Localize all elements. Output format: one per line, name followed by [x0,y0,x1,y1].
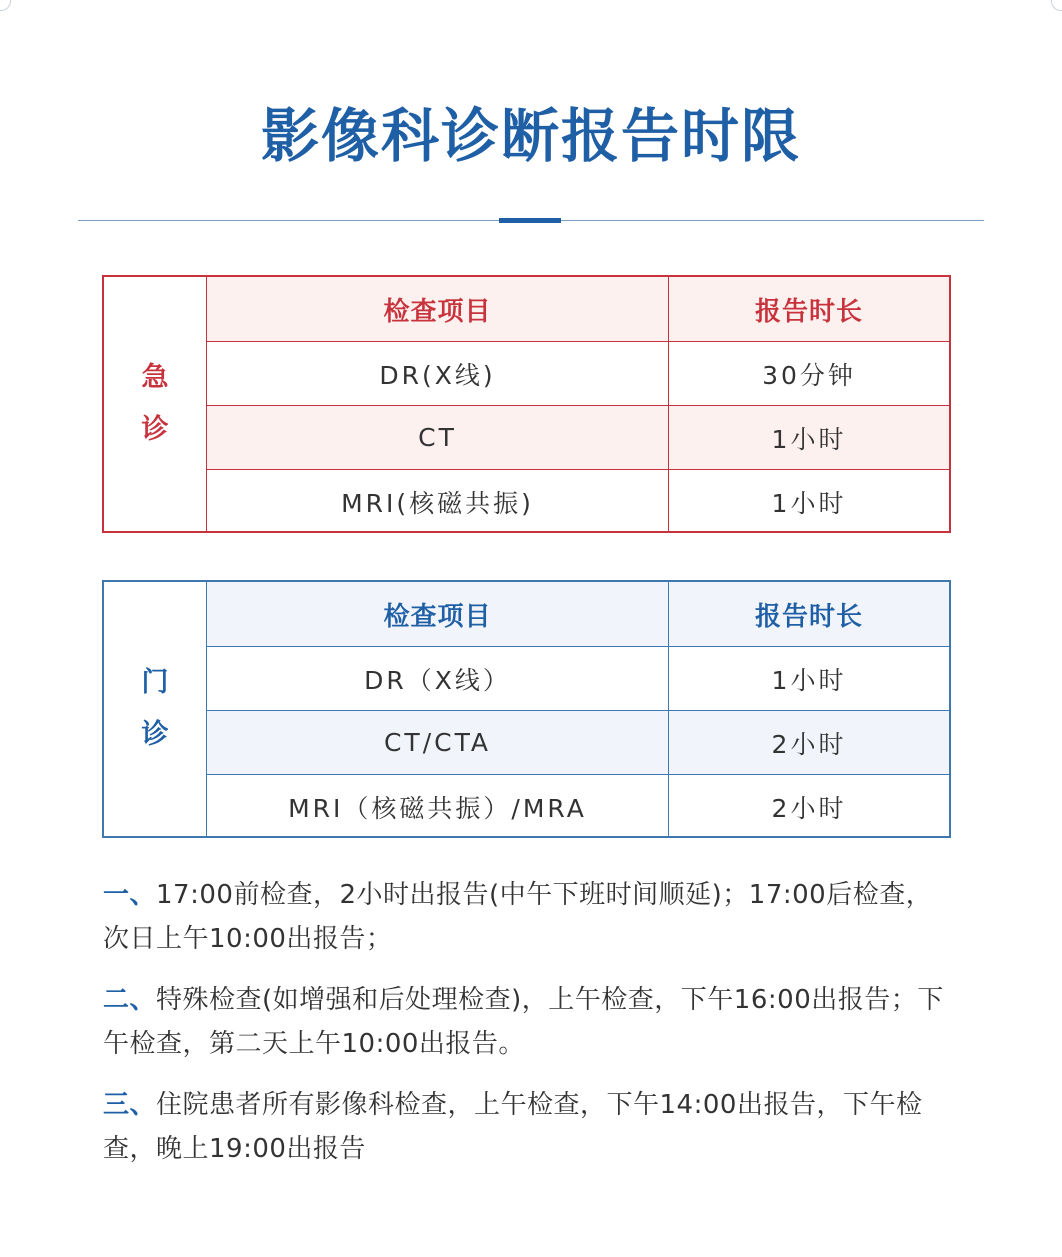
exam-item: MRI(核磁共振) [207,470,669,533]
table-header-row [207,582,949,646]
report-duration: 2小时 [771,729,847,759]
header-duration: 报告时长 [754,601,863,632]
table-row [207,774,949,838]
header-item: 检查项目 [207,277,669,341]
page-title: 影像科诊断报告时限 [260,102,801,170]
note-text: 17:00前检查，2小时出报告(中午下班时间顺延)；17:00后检查，次日上午10:00出报告； [103,880,933,954]
table-row [207,710,949,774]
corner-decoration-right [1051,0,1062,11]
corner-decoration-left [0,0,11,11]
exam-item: CT [207,406,669,469]
note-item [103,873,953,961]
report-duration: 1小时 [771,665,847,695]
emergency-label-char: 急 [141,362,169,393]
note-number: 二、 [103,985,157,1015]
note-number: 三、 [103,1090,157,1120]
note-text: 特殊检查(如增强和后处理检查)，上午检查，下午16:00出报告；下午检查，第二天上午10:00出报告。 [103,985,944,1059]
emergency-label-char: 诊 [141,414,169,445]
note-number: 一、 [103,880,157,910]
outpatient-label-char: 门 [141,667,169,698]
note-item [103,1083,953,1171]
outpatient-grid [207,582,949,836]
report-duration: 1小时 [771,488,847,518]
table-row [207,646,949,710]
report-duration: 30分钟 [762,360,856,390]
note-text: 住院患者所有影像科检查，上午检查，下午14:00出报告，下午检查，晚上19:00出报告 [103,1090,923,1164]
note-item [103,978,953,1066]
outpatient-label [104,582,207,836]
emergency-table [102,275,951,533]
exam-item: DR（X线） [207,647,669,710]
notes-section [103,873,953,1188]
header-item: 检查项目 [207,582,669,646]
emergency-label [104,277,207,531]
table-row [207,469,949,533]
exam-item: DR(X线) [207,342,669,405]
outpatient-label-char: 诊 [141,719,169,750]
table-header-row [207,277,949,341]
title-divider-accent [499,218,561,223]
header-duration: 报告时长 [754,296,863,327]
outpatient-table [102,580,951,838]
table-row [207,341,949,405]
report-duration: 1小时 [771,424,847,454]
emergency-grid [207,277,949,531]
exam-item: MRI（核磁共振）/MRA [207,775,669,838]
report-duration: 2小时 [771,793,847,823]
table-row [207,405,949,469]
exam-item: CT/CTA [207,711,669,774]
